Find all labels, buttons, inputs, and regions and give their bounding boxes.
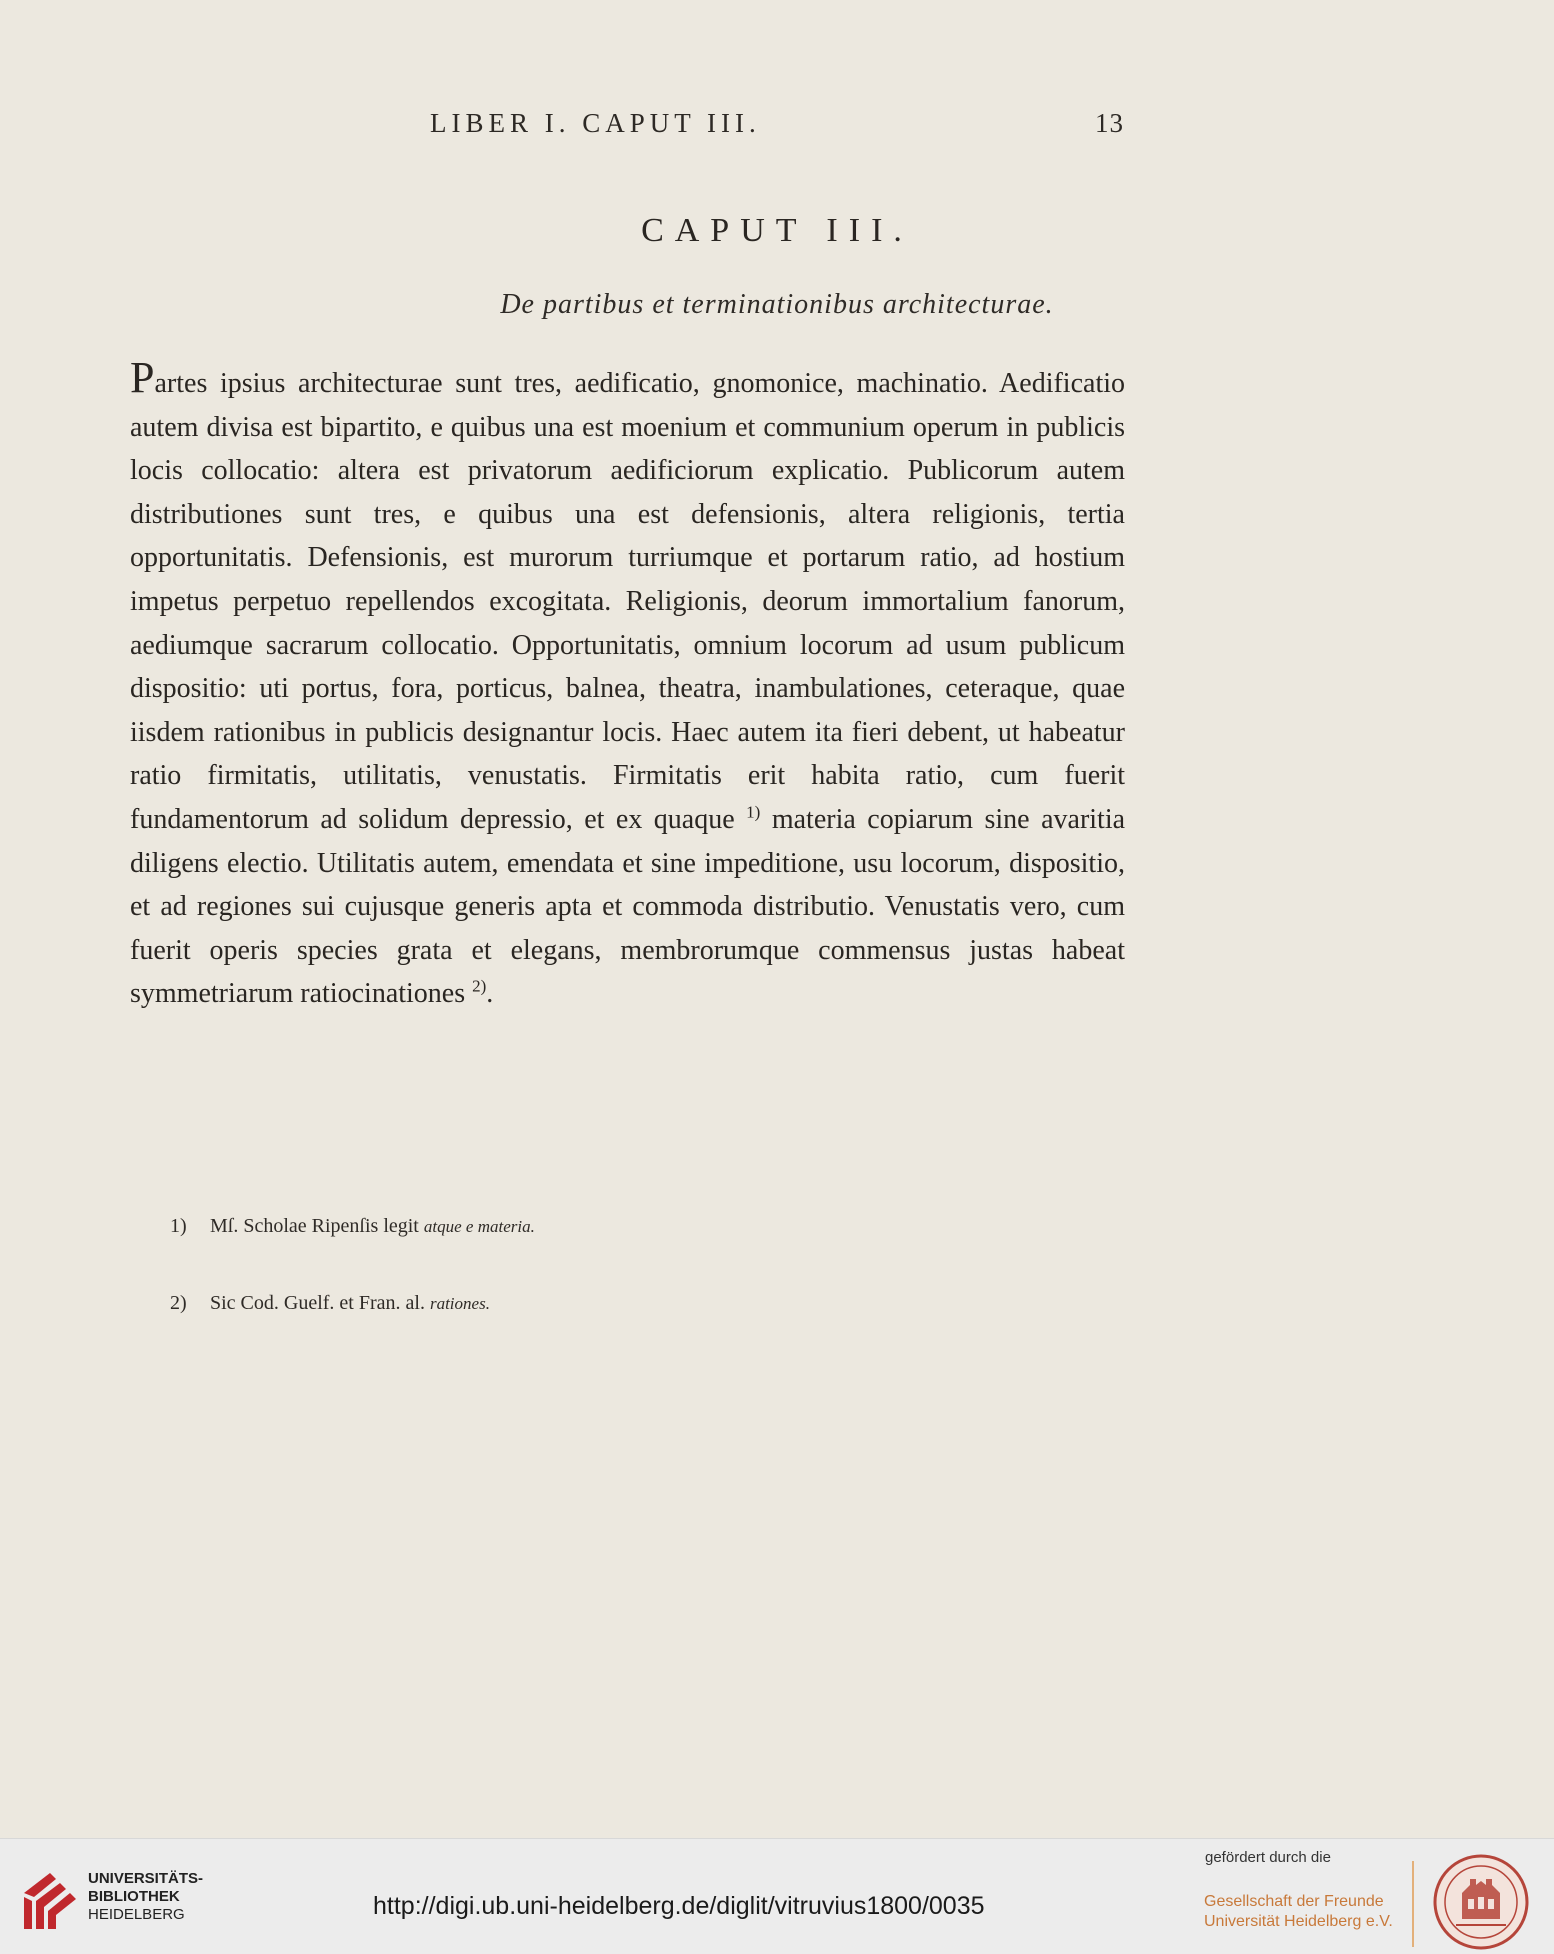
library-line-2: BIBLIOTHEK xyxy=(88,1888,180,1905)
body-paragraph xyxy=(130,353,1126,1016)
footnote-text: Mſ. Scholae Ripenſis legit xyxy=(210,1215,419,1237)
viewer-footer xyxy=(0,1838,1554,1954)
footnote-italic: atque e materia. xyxy=(423,1217,535,1236)
initial-letter: P xyxy=(130,353,155,402)
sponsor-line-2: Universität Heidelberg e.V. xyxy=(1204,1913,1393,1930)
footnote-italic: rationes. xyxy=(429,1294,490,1313)
footnote-number: 2) xyxy=(170,1292,187,1314)
footer-divider xyxy=(1412,1861,1414,1947)
footnote-ref-1: 1) xyxy=(746,802,761,822)
footnote-1 xyxy=(170,1215,535,1238)
running-head-title: LIBER I. CAPUT III. xyxy=(430,108,761,138)
library-line-1: UNIVERSITÄTS- xyxy=(88,1870,204,1887)
footnote-ref-2: 2) xyxy=(472,976,487,996)
body-text-part-1: artes ipsius architecturae sunt tres, aedificatio, gnomonice, machinatio. Aedificatio autem divisa est bipartito, e quibus una est moenium et communium operum in publicis locis collocatio: altera est privatorum aedificiorum explicatio. Publicorum autem distributiones sunt tres, e quibus una est defensionis, altera religionis, tertia opportunitatis. Defensionis, est murorum turriumque et portarum ratio, ad hostium impetus perpetuo repellendos excogitata. Religionis, deorum immortalium fanorum, aediumque sacrarum collocatio. Opportunitatis, omnium locorum ad usum publicum dispositio: uti portus, fora, porticus, balnea, theatra, inambulationes, ceteraque, quae iisdem rationibus in publicis designantur locis. Haec autem ita fieri debent, ut habeatur ratio firmitatis, utilitatis, venustatis. Firmitatis erit habita ratio, cum fuerit fundamentorum ad solidum depressio, et ex quaque xyxy=(130,368,1125,835)
university-seal-icon[interactable] xyxy=(1432,1853,1530,1951)
ub-logo-icon[interactable] xyxy=(16,1867,82,1933)
sponsor-name[interactable] xyxy=(1204,1892,1393,1932)
sponsor-label: gefördert durch die xyxy=(1205,1849,1331,1866)
footnote-text: Sic Cod. Guelf. et Fran. al. xyxy=(210,1292,425,1314)
chapter-title: CAPUT III. xyxy=(641,212,913,249)
chapter-subtitle: De partibus et terminationibus architecturae. xyxy=(500,289,1054,320)
body-text-part-2: materia copiarum sine avaritia diligens electio. Utilitatis autem, emendata et sine impeditione, usu locorum, dispositio, et ad regiones sui cujusque generis apta et commoda distributio. Venustatis vero, cum fuerit operis species grata et elegans, membrorumque commensus justas habeat symmetriarum ratiocinationes xyxy=(130,803,1126,1010)
footnote-2 xyxy=(170,1292,490,1315)
library-line-3: HEIDELBERG xyxy=(88,1906,185,1923)
body-text-end: . xyxy=(486,978,494,1010)
sponsor-line-1: Gesellschaft der Freunde xyxy=(1204,1893,1384,1910)
permalink-url[interactable]: http://digi.ub.uni-heidelberg.de/diglit/vitruvius1800/0035 xyxy=(373,1892,985,1920)
page-number: 13 xyxy=(1095,108,1124,138)
footnote-number: 1) xyxy=(170,1215,187,1237)
library-name[interactable] xyxy=(88,1870,203,1924)
